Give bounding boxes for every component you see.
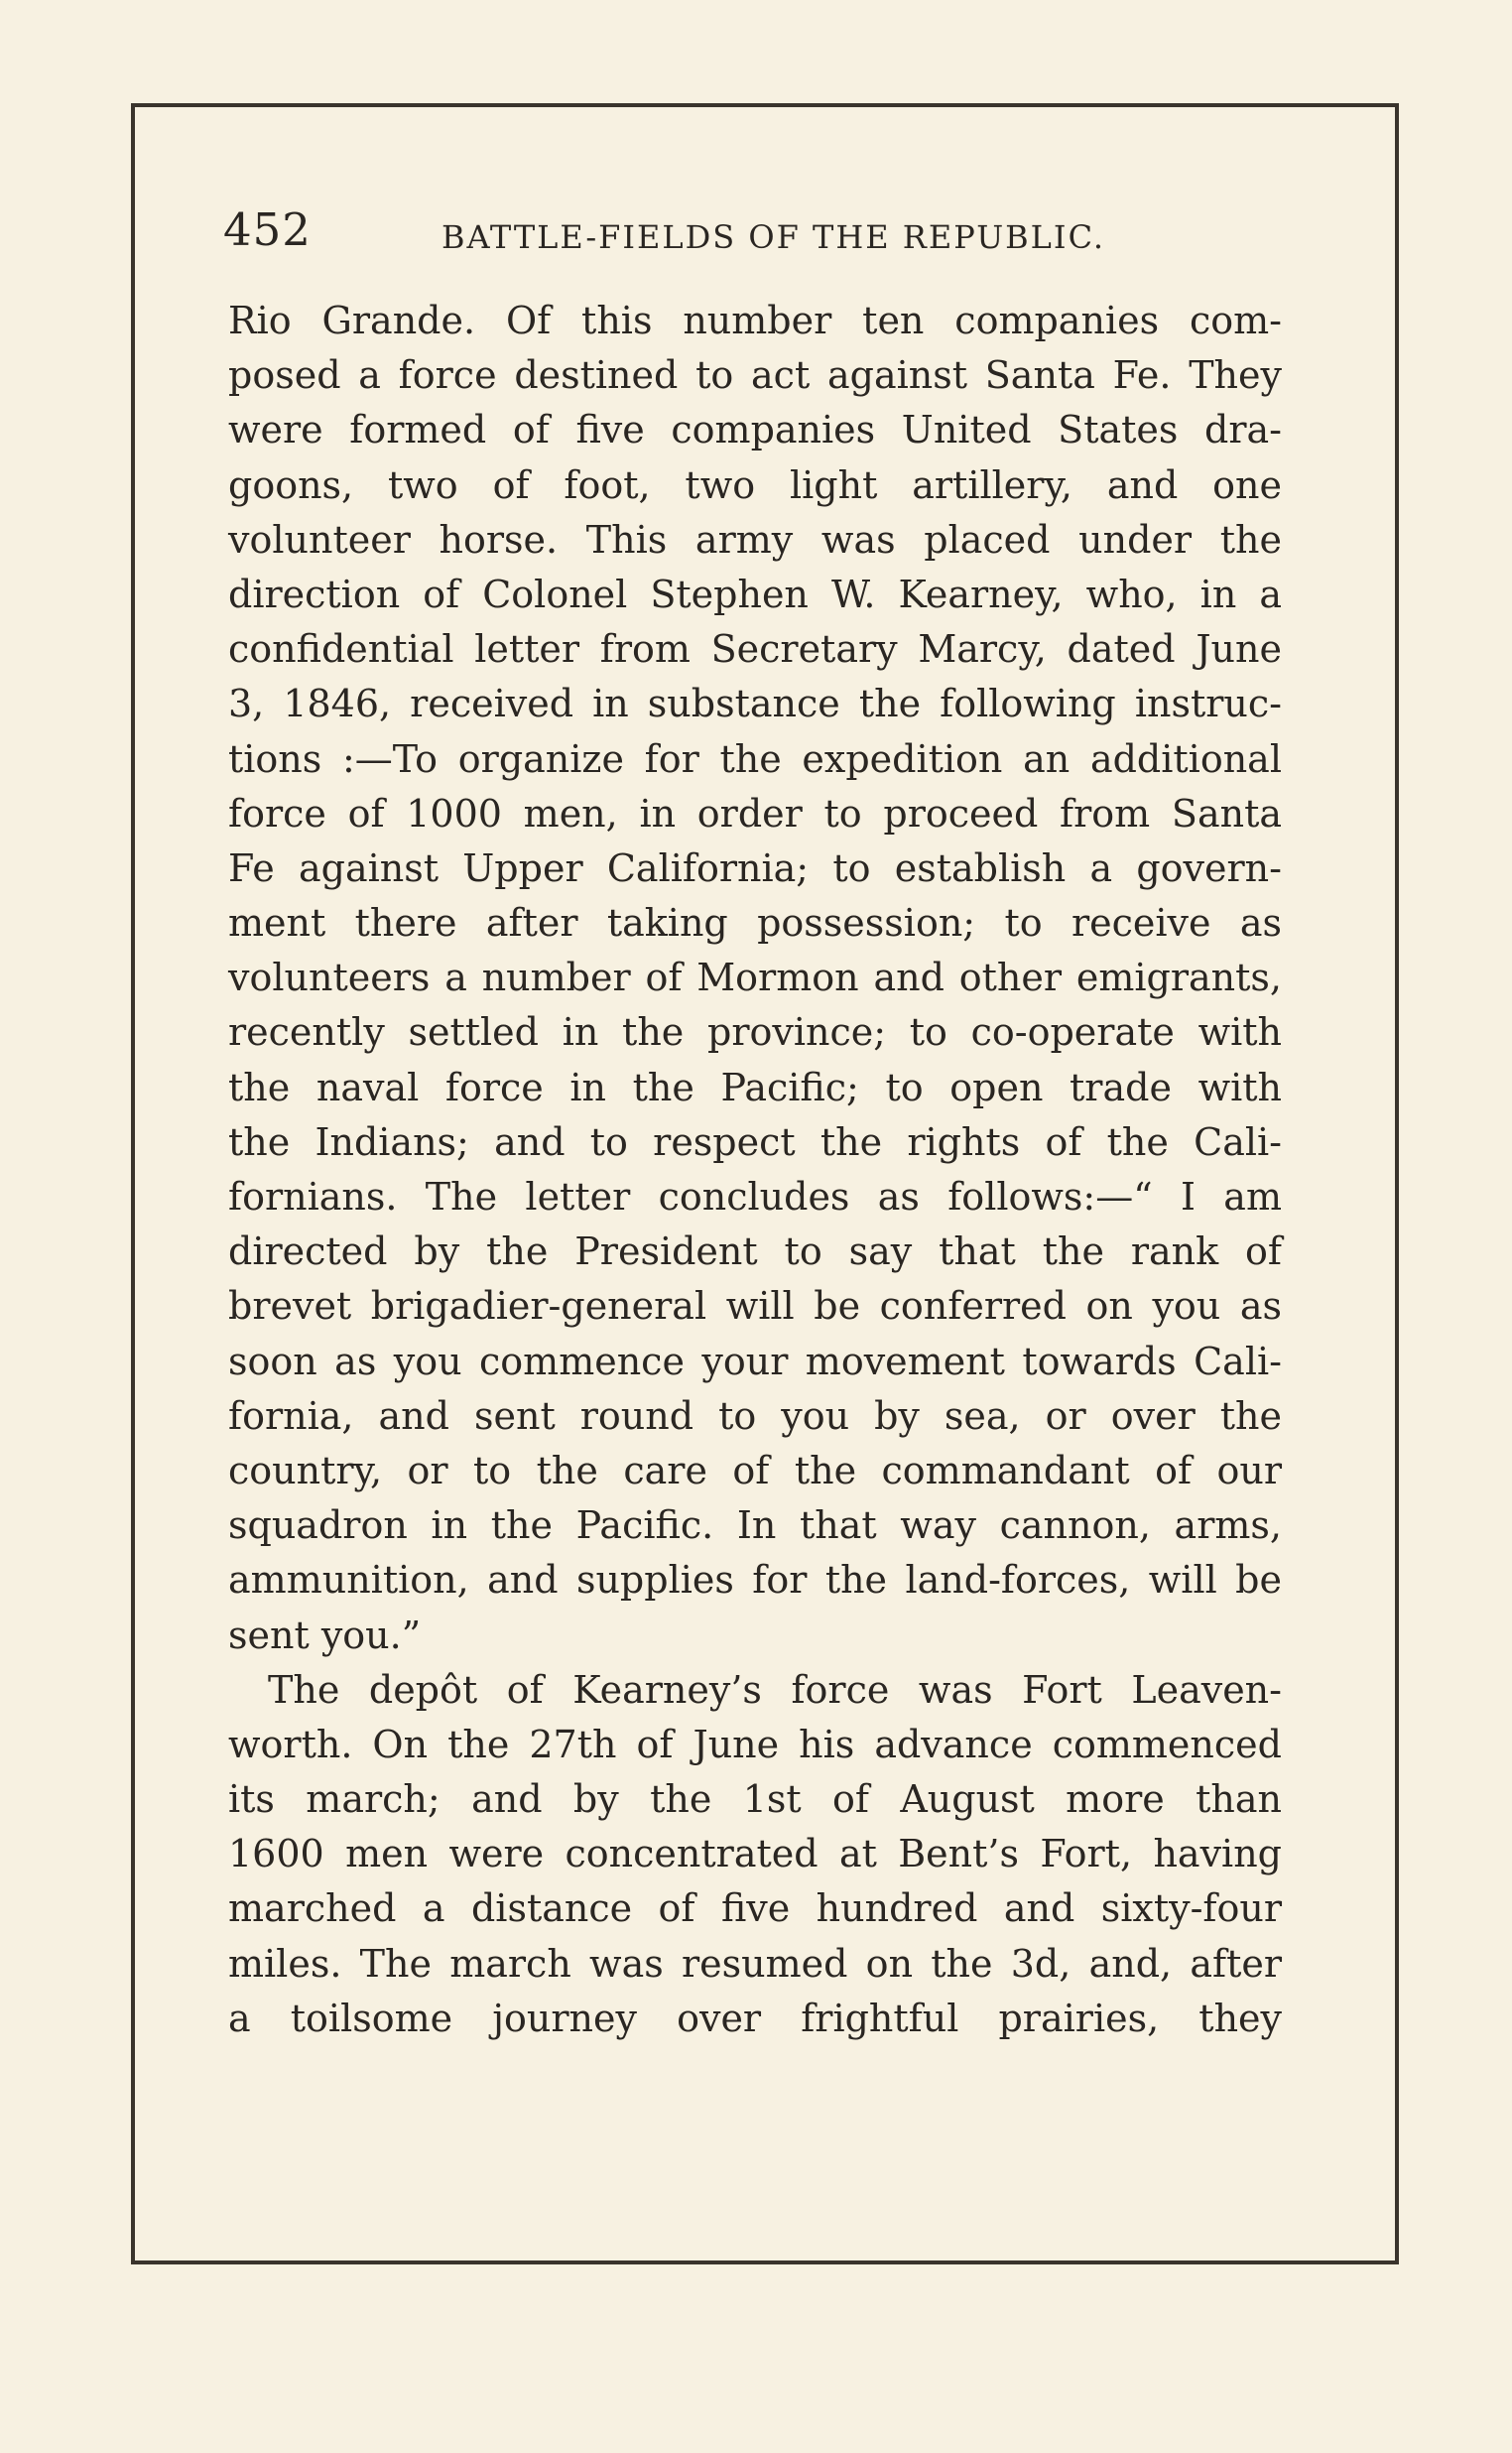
page-header bbox=[223, 203, 1354, 263]
text-line: direction of Colonel Stephen W. Kearney, who, in a bbox=[228, 572, 1282, 616]
text-line: directed by the President to say that the rank of bbox=[228, 1229, 1282, 1274]
text-line: 1600 men were concentrated at Bent’s Fort, having bbox=[228, 1832, 1282, 1876]
text-line: a toilsome journey over frightful prairies, they bbox=[228, 1996, 1282, 2040]
text-line: ment there after taking possession; to receive as bbox=[228, 901, 1282, 946]
text-line: fornia, and sent round to you by sea, or over the bbox=[228, 1393, 1282, 1438]
text-line: 3, 1846, received in substance the following instruc- bbox=[228, 682, 1282, 726]
text-line: posed a force destined to act against Santa Fe. They bbox=[228, 353, 1282, 398]
text-line: country, or to the care of the commandant of our bbox=[228, 1448, 1282, 1492]
page-number: 452 bbox=[223, 203, 312, 256]
text-line: brevet brigadier-general will be conferred on you as bbox=[228, 1284, 1282, 1329]
paragraph-end-line: sent you.” bbox=[228, 1613, 422, 1657]
text-line: its march; and by the 1st of August more than bbox=[228, 1777, 1282, 1822]
text-line: volunteers a number of Mormon and other emigrants, bbox=[228, 956, 1282, 1000]
text-line: the naval force in the Pacific; to open trade with bbox=[228, 1065, 1282, 1109]
text-line: recently settled in the province; to co-operate with bbox=[228, 1010, 1282, 1055]
text-line: goons, two of foot, two light artillery, and one bbox=[228, 462, 1282, 507]
text-line: force of 1000 men, in order to proceed from Santa bbox=[228, 791, 1282, 836]
text-line: miles. The march was resumed on the 3d, and, after bbox=[228, 1941, 1282, 1986]
text-line: marched a distance of five hundred and sixty-four bbox=[228, 1886, 1282, 1931]
text-line: volunteer horse. This army was placed under the bbox=[228, 517, 1282, 562]
paragraph-start-line: The depôt of Kearney’s force was Fort Leaven- bbox=[268, 1667, 1282, 1712]
text-line: Rio Grande. Of this number ten companies com- bbox=[228, 299, 1282, 342]
text-line: Fe against Upper California; to establish a govern- bbox=[228, 845, 1282, 890]
text-line: tions :—To organize for the expedition an additional bbox=[228, 736, 1282, 781]
body-text bbox=[228, 294, 1282, 2046]
running-head: BATTLE-FIELDS OF THE REPUBLIC. bbox=[441, 218, 1106, 256]
text-line: fornians. The letter concludes as follows:—“ I am bbox=[228, 1175, 1282, 1219]
text-line: the Indians; and to respect the rights of the Cali- bbox=[228, 1119, 1282, 1164]
text-line: ammunition, and supplies for the land-forces, will be bbox=[228, 1558, 1282, 1603]
text-line: worth. On the 27th of June his advance commenced bbox=[228, 1722, 1282, 1766]
text-line: confidential letter from Secretary Marcy, dated June bbox=[228, 627, 1282, 672]
text-line: were formed of five companies United States dra- bbox=[228, 408, 1282, 452]
text-line: soon as you commence your movement towards Cali- bbox=[228, 1339, 1282, 1383]
text-line: squadron in the Pacific. In that way cannon, arms, bbox=[228, 1503, 1282, 1548]
